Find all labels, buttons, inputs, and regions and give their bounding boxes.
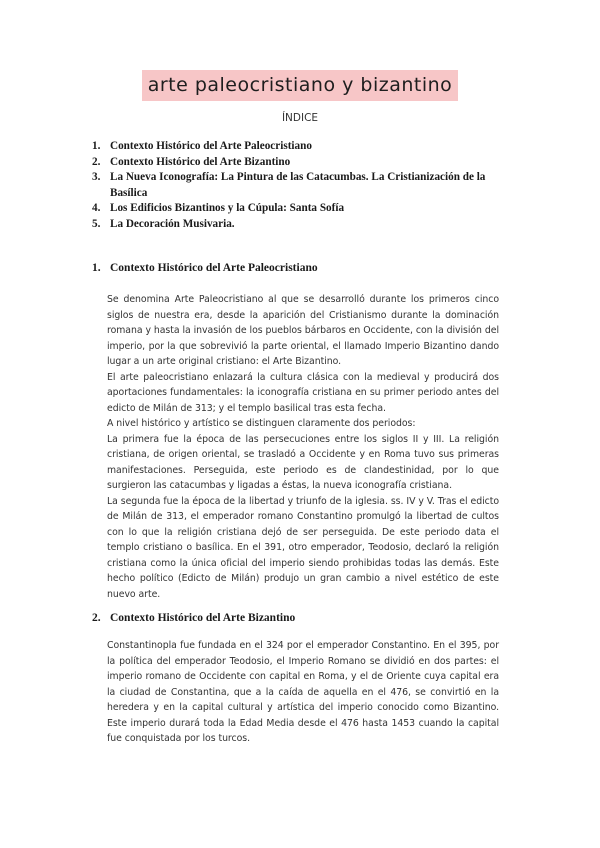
paragraph: A nivel histórico y artístico se distinguen claramente dos periodos:	[107, 418, 416, 429]
toc-item-number: 5.	[92, 217, 101, 230]
paragraph: Se denomina Arte Paleocristiano al que se desarrolló durante los primeros cinco siglos de nuestra era, desde la aparición del Cristianismo durante la dominación romana y hasta la invasión de los pueblos bárbaros en Occidente, con la división del imperio, por la que sobrevivió la parte oriental, el llamado Imperio Bizantino dando lugar a un arte original cristiano: el Arte Bizantino.	[107, 294, 499, 367]
section-heading	[92, 612, 295, 624]
table-of-contents	[92, 139, 512, 232]
toc-item-text: Contexto Histórico del Arte Bizantino	[110, 155, 291, 168]
section-title: Contexto Histórico del Arte Paleocristiano	[110, 262, 318, 274]
title-container	[0, 70, 600, 101]
section-body	[107, 638, 499, 747]
index-label: ÍNDICE	[281, 112, 319, 124]
toc-item-number: 4.	[92, 202, 101, 214]
paragraph: Constantinopla fue fundada en el 324 por el emperador Constantino. En el 395, por la política del emperador Teodosio, el Imperio Romano se dividió en dos partes: el imperio romano de Occidente con capital en Roma, y el de Oriente cuya capital era la ciudad de Constantina, que a la caída de aquella en el 476, se convirtió en la heredera y en la capital cultural y artística del imperio conocido como Bizantino. Este imperio durará toda la Edad Media desde el 476 hasta 1453 cuando la capital fue conquistada por los turcos.	[107, 640, 499, 744]
paragraph: La primera fue la época de las persecuciones entre los siglos II y III. La religión cristiana, de origen oriental, se trasladó a Occidente y en Roma tuvo sus primeras manifestaciones. Perseguida, este periodo es de clandestinidad, por lo que surgieron las catacumbas y ligadas a éstas, la nueva iconografía cristiana.	[107, 433, 499, 491]
toc-item	[92, 201, 512, 217]
toc-item-number: 1.	[92, 140, 101, 152]
section-heading	[92, 262, 318, 274]
toc-item	[92, 217, 512, 233]
section-title: Contexto Histórico del Arte Bizantino	[110, 612, 296, 624]
toc-item	[92, 170, 512, 201]
toc-item-text: La Decoración Musivaria.	[110, 217, 235, 230]
toc-item	[92, 155, 512, 171]
document-title: arte paleocristiano y bizantino	[142, 70, 459, 101]
paragraph: El arte paleocristiano enlazará la cultura clásica con la medieval y producirá dos aportaciones fundamentales: la iconografía cristiana en su primer periodo antes del edicto de Milán de 313; y el templo basilical tras esta fecha.	[107, 371, 499, 414]
paragraph: La segunda fue la época de la libertad y triunfo de la iglesia. ss. IV y V. Tras el edicto de Milán de 313, el emperador romano Constantino promulgó la libertad de cultos con lo que la religión cristiana dejó de ser perseguida. De este periodo data el templo cristiano o basílica. En el 391, otro emperador, Teodosio, declaró la religión cristiana como la única oficial del imperio siendo prohibidas todas las demás. Este hecho político (Edicto de Milán) produjo un gran cambio a nivel estético de este nuevo arte.	[107, 495, 499, 600]
toc-item-number: 3.	[92, 171, 101, 183]
toc-item-number: 2.	[92, 155, 101, 168]
toc-item-text: Los Edificios Bizantinos y la Cúpula: Santa Sofía	[110, 202, 345, 214]
toc-item-text: Contexto Histórico del Arte Paleocristiano	[110, 140, 312, 152]
section-body	[107, 292, 499, 602]
section-number: 1.	[92, 262, 101, 274]
toc-item	[92, 139, 512, 155]
section-number: 2.	[92, 612, 101, 624]
toc-item-text: La Nueva Iconografía: La Pintura de las Catacumbas. La Cristianización de la Basílica	[110, 171, 486, 199]
